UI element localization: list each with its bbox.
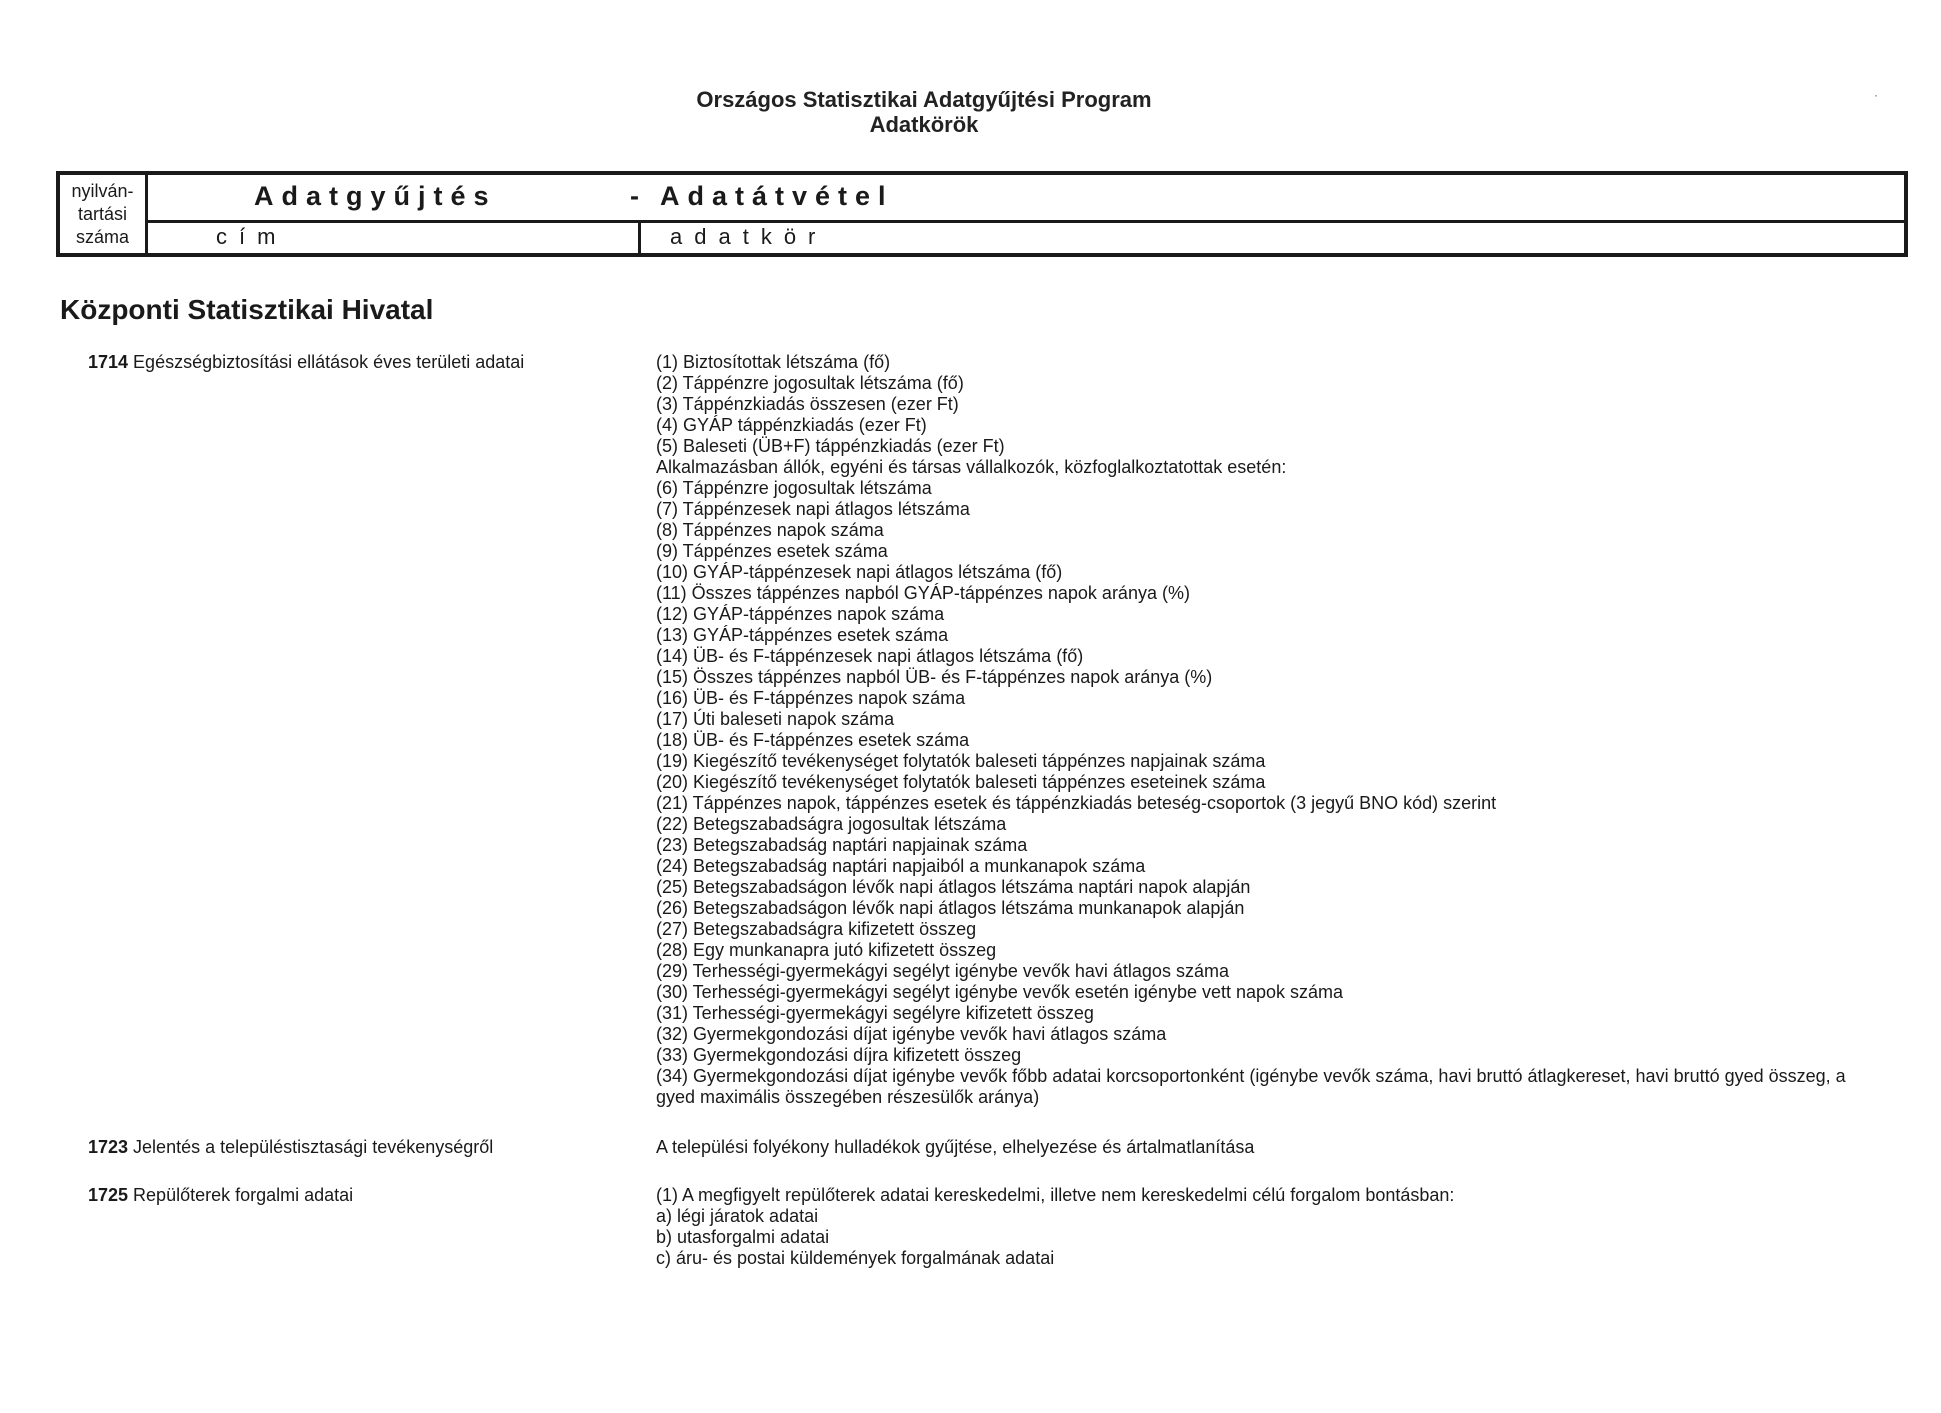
data-item: (26) Betegszabadságon lévők napi átlagos létszáma munkanapok alapján — [656, 898, 1245, 918]
data-item: (14) ÜB- és F-táppénzesek napi átlagos létszáma (fő) — [656, 646, 1084, 666]
entry-code: 1714 — [88, 352, 129, 372]
data-item: (25) Betegszabadságon lévők napi átlagos létszáma naptári napok alapján — [656, 877, 1251, 897]
document-title-line1: Országos Statisztikai Adatgyűjtési Program — [696, 87, 1152, 112]
corner-mark: · — [1874, 88, 1878, 102]
data-item: (32) Gyermekgondozási díjat igénybe vevők havi átlagos száma — [656, 1024, 1167, 1044]
data-item: (17) Úti baleseti napok száma — [656, 709, 895, 729]
data-item: (15) Összes táppénzes napból ÜB- és F-táppénzes napok aránya (%) — [656, 667, 1213, 687]
data-item: (20) Kiegészítő tevékenységet folytatók baleseti táppénzes eseteinek száma — [656, 772, 1266, 792]
entry-name: Jelentés a településtisztasági tevékenységről — [128, 1137, 494, 1157]
entry-code: 1725 — [88, 1185, 129, 1205]
data-item: b) utasforgalmi adatai — [656, 1227, 830, 1247]
data-item: (22) Betegszabadságra jogosultak létszáma — [656, 814, 1007, 834]
data-item: (3) Táppénzkiadás összesen (ezer Ft) — [656, 394, 959, 414]
document-title — [0, 87, 1848, 137]
entry-data-items — [656, 1185, 1856, 1269]
data-item: (27) Betegszabadságra kifizetett összeg — [656, 919, 977, 939]
data-item: a) légi járatok adatai — [656, 1206, 819, 1226]
entry-name: Egészségbiztosítási ellátások éves területi adatai — [128, 352, 525, 372]
data-item: (31) Terhességi-gyermekágyi segélyre kifizetett összeg — [656, 1003, 1094, 1023]
data-item: (30) Terhességi-gyermekágyi segélyt igénybe vevők esetén igénybe vett napok száma — [656, 982, 1344, 1002]
data-item: (2) Táppénzre jogosultak létszáma (fő) — [656, 373, 964, 393]
organization-heading: Központi Statisztikai Hivatal — [60, 294, 434, 325]
data-item: c) áru- és postai küldemények forgalmának adatai — [656, 1248, 1055, 1268]
column-header-box — [56, 171, 1908, 257]
data-item: (10) GYÁP-táppénzesek napi átlagos létszáma (fő) — [656, 562, 1063, 582]
registry-header-line3: száma — [75, 227, 129, 247]
data-item: (4) GYÁP táppénzkiadás (ezer Ft) — [656, 415, 927, 435]
data-item: (1) Biztosítottak létszáma (fő) — [656, 352, 891, 372]
data-item: (5) Baleseti (ÜB+F) táppénzkiadás (ezer Ft) — [656, 436, 1005, 456]
data-item: (16) ÜB- és F-táppénzes napok száma — [656, 688, 966, 708]
data-item: (6) Táppénzre jogosultak létszáma — [656, 478, 932, 498]
data-item: (8) Táppénzes napok száma — [656, 520, 884, 540]
data-item: (12) GYÁP-táppénzes napok száma — [656, 604, 945, 624]
entry-code: 1723 — [88, 1137, 129, 1157]
registry-header-line2: tartási — [77, 204, 128, 224]
header-dash: - — [630, 181, 639, 211]
data-item: Alkalmazásban állók, egyéni és társas vállalkozók, közfoglalkoztatottak esetén: — [656, 457, 1287, 477]
data-item: (21) Táppénzes napok, táppénzes esetek és táppénzkiadás beteség-csoportok (3 jegyű BNO kód) szerint — [656, 793, 1497, 813]
data-collection-header: Adatgyűjtés — [254, 181, 497, 211]
header-divider-vertical — [638, 222, 641, 253]
data-item: A települési folyékony hulladékok gyűjtése, elhelyezése és ártalmatlanítása — [656, 1137, 1255, 1157]
data-item: (19) Kiegészítő tevékenységet folytatók baleseti táppénzes napjainak száma — [656, 751, 1266, 771]
data-item: (18) ÜB- és F-táppénzes esetek száma — [656, 730, 970, 750]
entry-title — [88, 352, 524, 373]
data-item: (9) Táppénzes esetek száma — [656, 541, 888, 561]
title-column-header: cím — [216, 224, 288, 249]
entry-data-items — [656, 352, 1856, 1108]
data-scope-column-header: adatkör — [670, 224, 828, 249]
data-item: (13) GYÁP-táppénzes esetek száma — [656, 625, 949, 645]
data-item: (1) A megfigyelt repülőterek adatai kereskedelmi, illetve nem kereskedelmi célú forgalom bontásban: — [656, 1185, 1455, 1205]
data-item: (29) Terhességi-gyermekágyi segélyt igénybe vevők havi átlagos száma — [656, 961, 1229, 981]
data-item: (24) Betegszabadság naptári napjaiból a munkanapok száma — [656, 856, 1146, 876]
data-item: (33) Gyermekgondozási díjra kifizetett összeg — [656, 1045, 1022, 1065]
entry-title — [88, 1185, 353, 1206]
data-item: (11) Összes táppénzes napból GYÁP-táppénzes napok aránya (%) — [656, 583, 1190, 603]
registry-number-header — [60, 175, 148, 253]
entry-title — [88, 1137, 493, 1158]
document-title-line2: Adatkörök — [869, 112, 979, 137]
header-divider-horizontal — [148, 220, 1904, 223]
data-item: (23) Betegszabadság naptári napjainak száma — [656, 835, 1028, 855]
entry-data-items — [656, 1137, 1856, 1158]
entry-name: Repülőterek forgalmi adatai — [128, 1185, 354, 1205]
data-item: (34) Gyermekgondozási díjat igénybe vevők főbb adatai korcsoportonként (igénybe vevők száma, havi bruttó átlagkereset, havi bruttó gyed összeg, a gyed maximális összegében részesülők aránya) — [656, 1066, 1846, 1107]
data-transfer-header: Adatátvétel — [660, 181, 894, 211]
data-item: (28) Egy munkanapra jutó kifizetett összeg — [656, 940, 997, 960]
registry-header-line1: nyilván- — [71, 181, 134, 201]
data-item: (7) Táppénzesek napi átlagos létszáma — [656, 499, 970, 519]
